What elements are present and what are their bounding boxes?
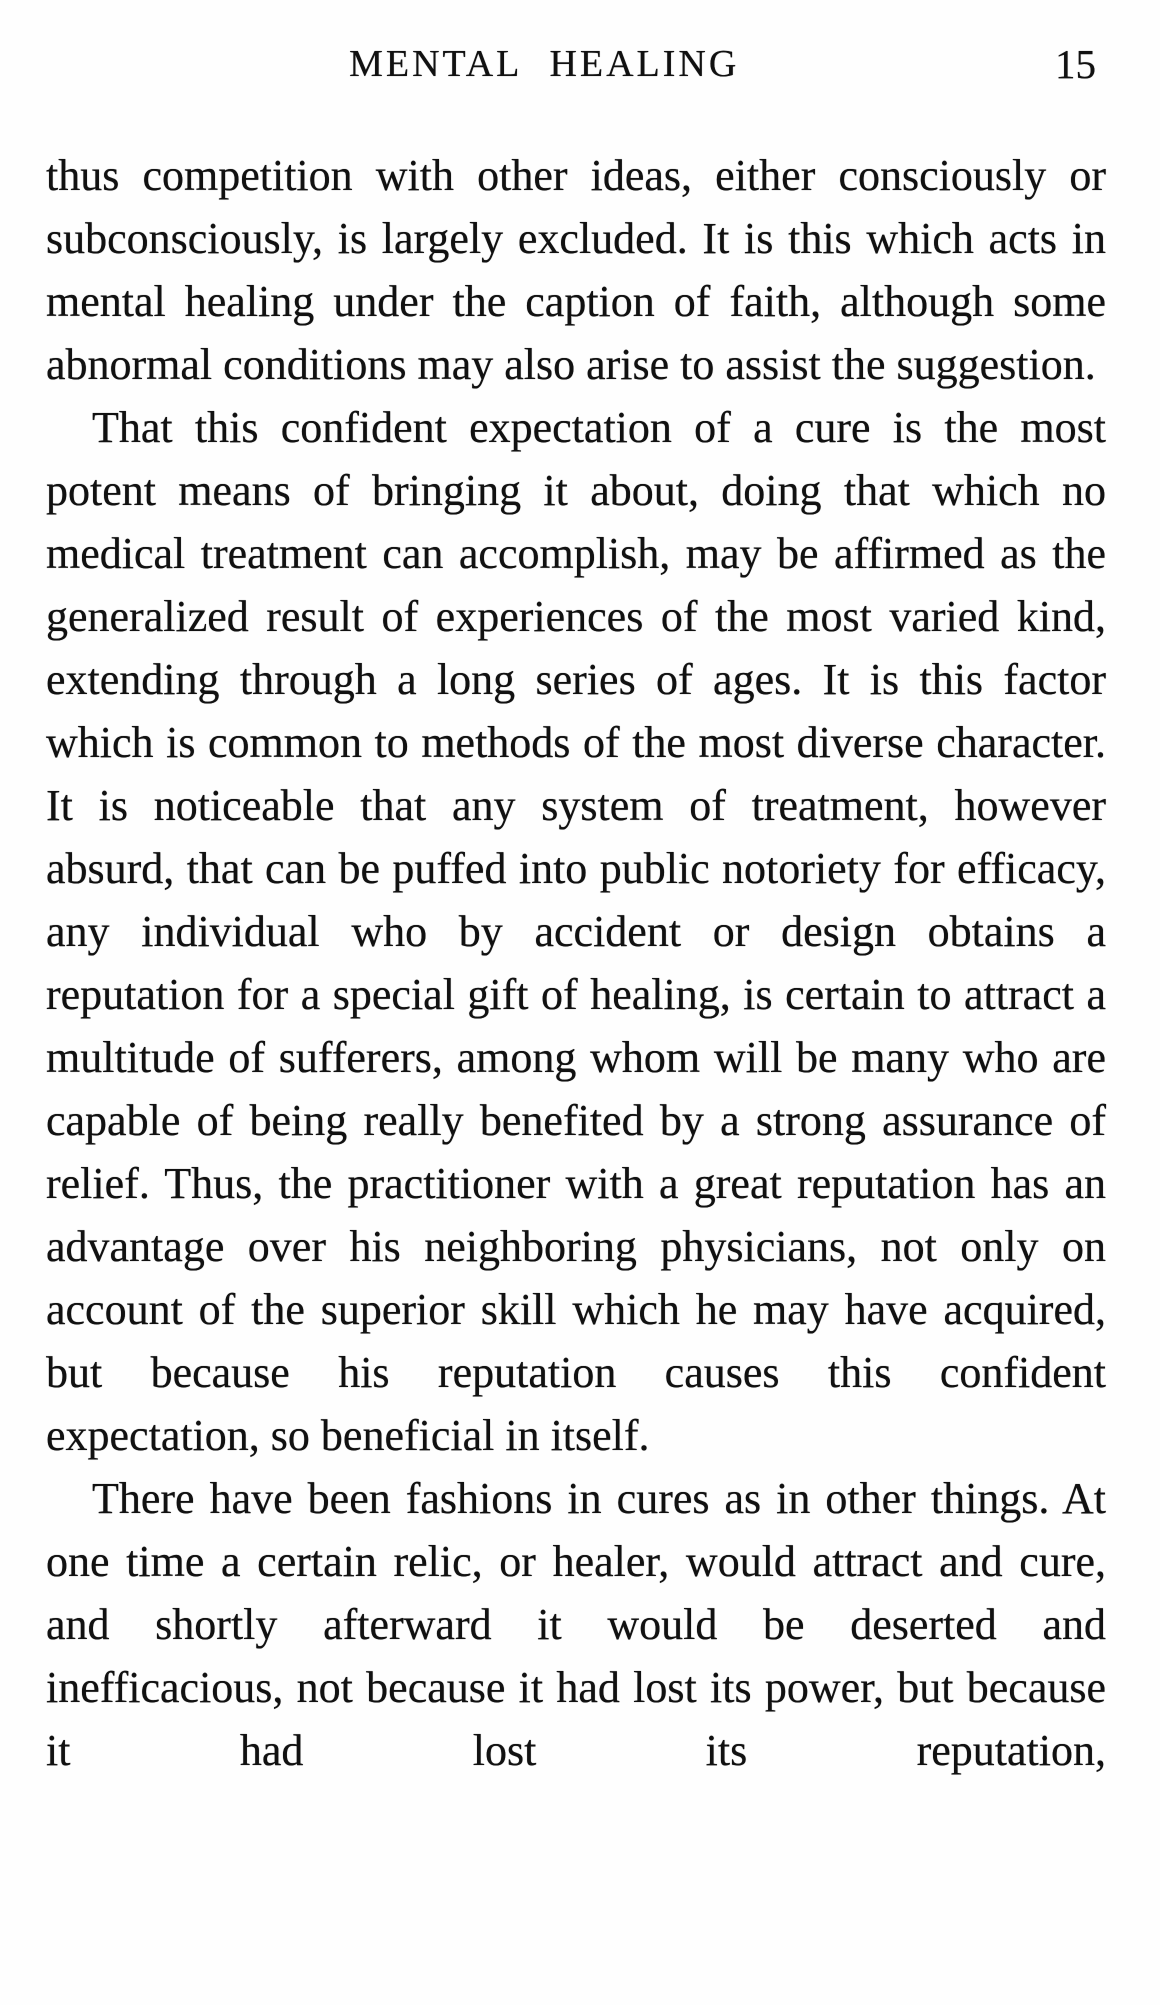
paragraph: There have been fashions in cures as in other things. At one time a certain relic, or healer, would attract and cure, and shortly afterward it would be deserted and inefficacious, not because it had lost its power, but because it had lost its reputation, — [46, 1474, 1106, 1775]
paragraph-continuation: thus competition with other ideas, either consciously or subconsciously, is largely excluded. It is this which acts in mental healing under the caption of faith, although some abnormal conditions may also arise to assist the suggestion. — [46, 151, 1106, 389]
paragraph: That this confident expectation of a cure is the most potent means of bringing it about, doing that which no medical treatment can accomplish, may be affirmed as the generalized result of experiences of the most varied kind, extending through a long series of ages. It is this factor which is common to methods of the most diverse character. It is noticeable that any system of treatment, however absurd, that can be puffed into public notoriety for efficacy, any individual who by accident or design obtains a reputation for a special gift of healing, is certain to attract a multitude of sufferers, among whom will be many who are capable of being really benefited by a strong assurance of relief. Thus, the practitioner with a great reputation has an advantage over his neighboring physicians, not only on account of the superior skill which he may have acquired, but because his reputation causes this confident expectation, so beneficial in itself. — [46, 403, 1106, 1460]
page-body — [46, 144, 1106, 1782]
running-header-title: MENTAL HEALING — [349, 43, 740, 85]
running-header — [46, 42, 1106, 100]
page-number: 15 — [1055, 41, 1096, 87]
